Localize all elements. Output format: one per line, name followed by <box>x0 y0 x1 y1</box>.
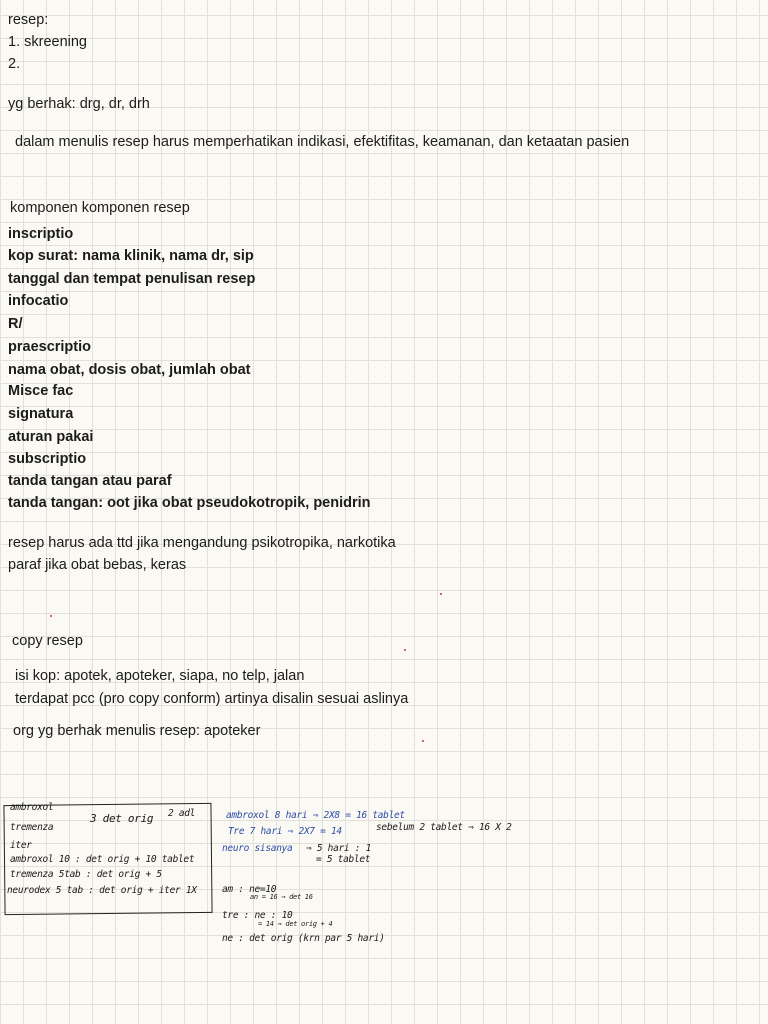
stray-mark <box>404 649 406 651</box>
komponen-item: kop surat: nama klinik, nama dr, sip <box>8 248 254 264</box>
copy-resep-title: copy resep <box>12 633 83 649</box>
handwritten-line: iter <box>10 840 32 851</box>
ttd-rule-2: paraf jika obat bebas, keras <box>8 557 187 573</box>
stray-mark <box>440 593 442 595</box>
komponen-item: nama obat, dosis obat, jumlah obat <box>8 362 251 378</box>
handwritten-calc: = 5 tablet <box>316 854 371 865</box>
handwritten-calc-blue: neuro sisanya <box>222 843 293 854</box>
handwritten-calc: an = 16 ⇒ det 16 <box>250 893 313 901</box>
komponen-item: tanda tangan: oot jika obat pseudokotropik, penidrin <box>8 495 371 511</box>
handwritten-line: 3 det orig <box>90 812 154 825</box>
handwritten-line: tremenza <box>10 822 54 833</box>
handwritten-calc-blue: ambroxol 8 hari ⇒ 2X8 = 16 tablet <box>226 810 405 821</box>
copy-resep-line-1: isi kop: apotek, apoteker, siapa, no telp, jalan <box>15 668 305 684</box>
komponen-item: Misce fac <box>8 383 74 399</box>
komponen-item: aturan pakai <box>8 429 94 445</box>
ttd-rule-1: resep harus ada ttd jika mengandung psikotropika, narkotika <box>8 535 396 551</box>
berhak-text: yg berhak: drg, dr, drh <box>8 96 150 112</box>
handwritten-calc: sebelum 2 tablet ⇒ 16 X 2 <box>376 822 512 833</box>
handwritten-calc: tre : ne : 10 <box>222 910 293 921</box>
handwritten-line: tremenza 5tab : det orig + 5 <box>10 869 162 880</box>
komponen-item: tanggal dan tempat penulisan resep <box>8 271 256 287</box>
komponen-item: praescriptio <box>8 339 91 355</box>
header-line-3: 2. <box>8 56 21 72</box>
header-line-1: resep: <box>8 12 49 28</box>
komponen-item: tanda tangan atau paraf <box>8 473 172 489</box>
handwritten-calc: am : ne=10 <box>222 884 277 895</box>
copy-resep-line-2: terdapat pcc (pro copy conform) artinya disalin sesuai aslinya <box>15 691 409 707</box>
komponen-title: komponen komponen resep <box>10 200 190 216</box>
komponen-item: subscriptio <box>8 451 87 467</box>
principle-text: dalam menulis resep harus memperhatikan indikasi, efektifitas, keamanan, dan ketaatan pasien <box>15 134 630 150</box>
handwritten-line: neurodex 5 tab : det orig + iter 1X <box>7 885 197 896</box>
komponen-item: infocatio <box>8 293 69 309</box>
header-line-2: 1. skreening <box>8 34 87 50</box>
stray-mark <box>50 615 52 617</box>
handwritten-line: ambroxol <box>10 802 54 813</box>
handwritten-line: 2 adl <box>168 808 196 819</box>
handwritten-calc-blue: Tre 7 hari ⇒ 2X7 = 14 <box>228 826 342 837</box>
handwritten-calc: ⇒ 5 hari : 1 <box>306 843 372 854</box>
handwritten-line: ambroxol 10 : det orig + 10 tablet <box>10 854 195 865</box>
copy-resep-line-3: org yg berhak menulis resep: apoteker <box>13 723 261 739</box>
komponen-item: R/ <box>8 316 23 332</box>
komponen-item: inscriptio <box>8 226 74 242</box>
handwritten-calc: = 14 ⇒ det orig + 4 <box>258 920 333 928</box>
komponen-item: signatura <box>8 406 74 422</box>
stray-mark <box>422 740 424 742</box>
handwritten-calc: ne : det orig (krn par 5 hari) <box>222 933 385 944</box>
